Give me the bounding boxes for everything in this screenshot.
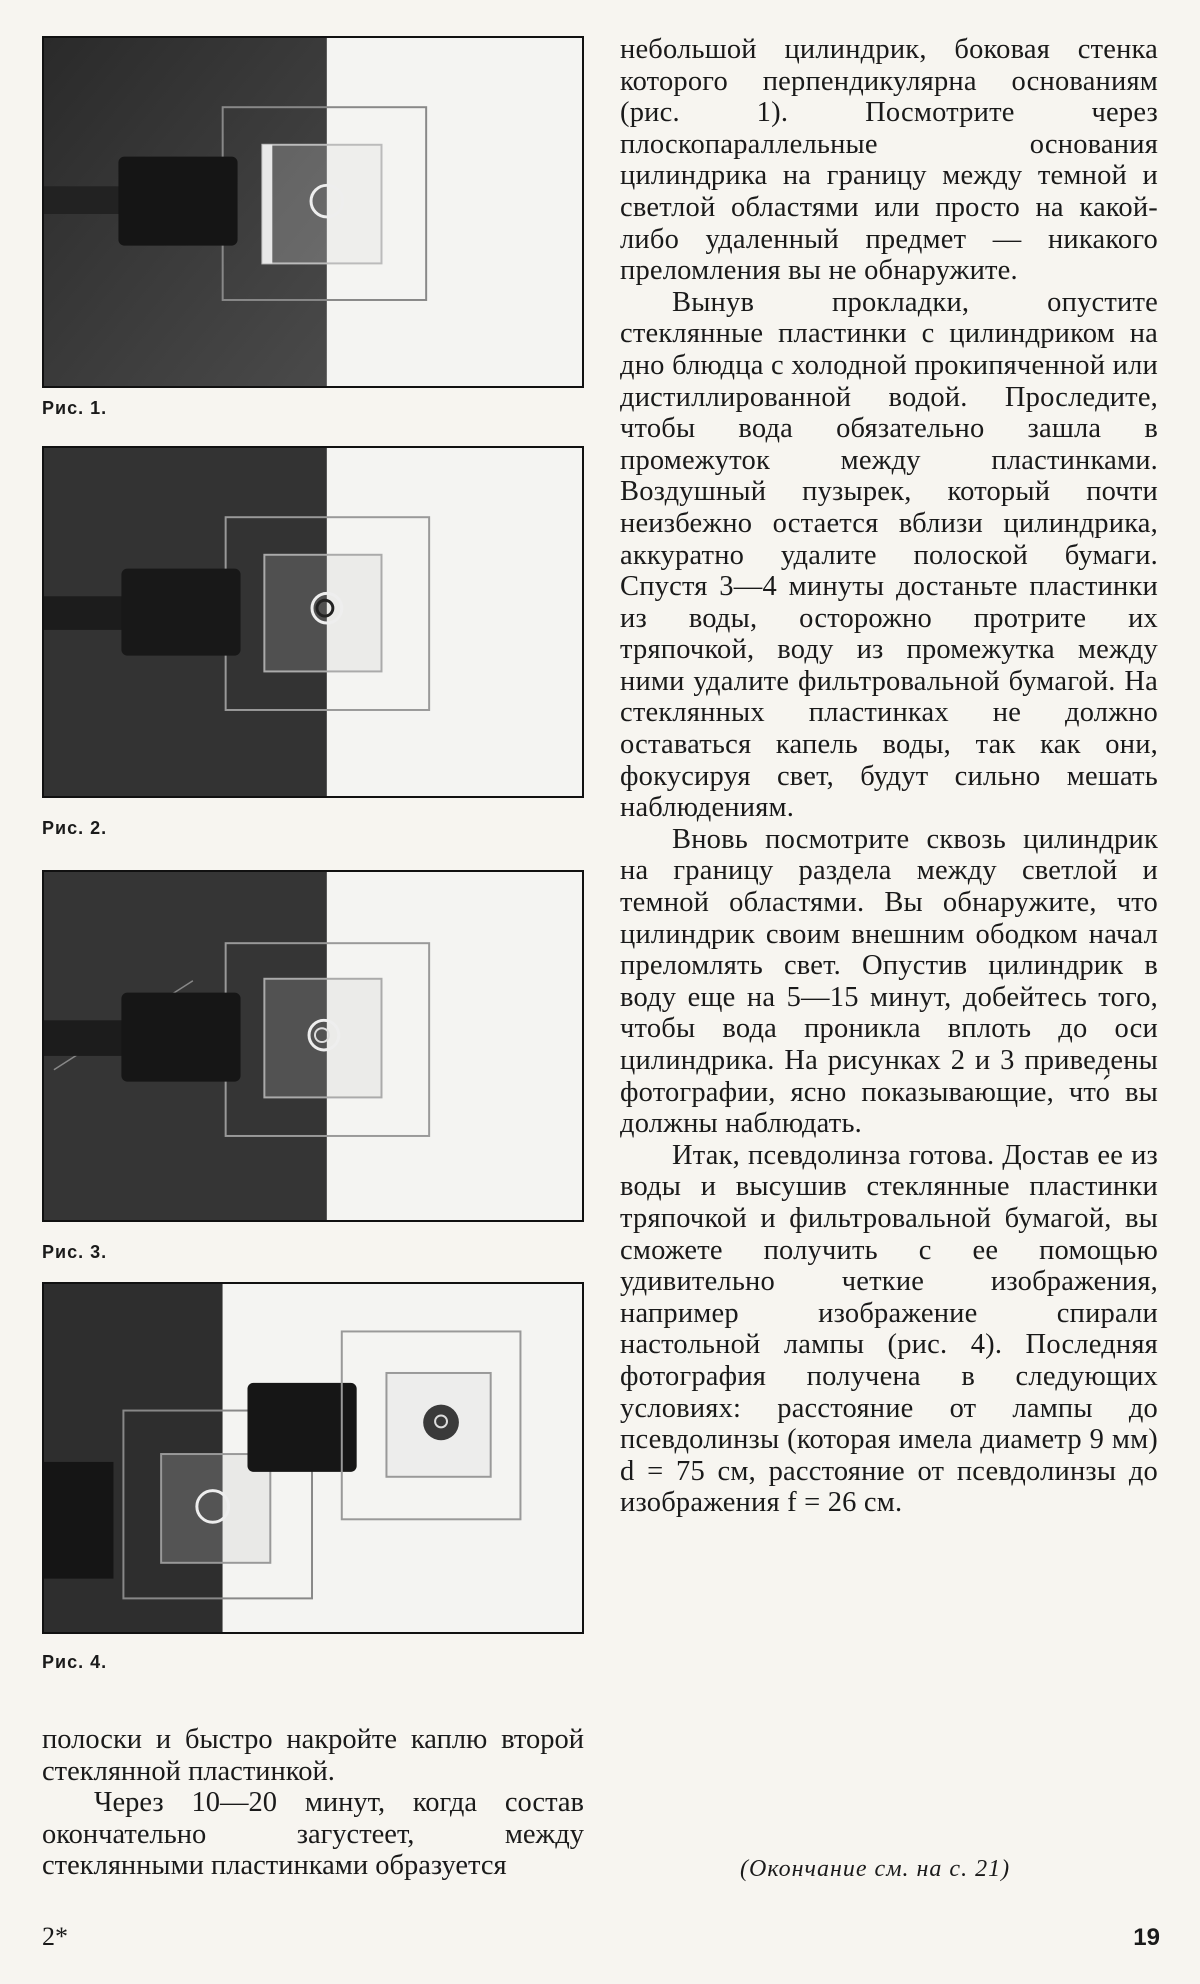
left-paragraph-2: Через 10—20 минут, когда состав окончательно загустеет, между стеклянными пластинками образуется	[42, 1787, 584, 1882]
left-paragraph-1: полоски и быстро накройте каплю второй стеклянной пластинкой.	[42, 1724, 584, 1787]
figure-3-photo	[42, 870, 584, 1222]
right-column-text	[620, 34, 1158, 1519]
paragraph-2: Вынув прокладки, опустите стеклянные пластинки с цилиндриком на дно блюдца с холодной прокипяченной или дистиллированной водой. Проследите, чтобы вода обязательно зашла в промежуток между пластинками. Воздушный пузырек, который почти неизбежно остается вблизи цилиндрика, аккуратно удалите полоской бумаги. Спустя 3—4 минуты достаньте пластинки из воды, осторожно протрите их тряпочкой, воду из промежутка между ними удалите фильтровальной бумагой. На стеклянных пластинках не должно оставаться капель воды, так как они, фокусируя свет, будут сильно мешать наблюдениям.	[620, 286, 1158, 824]
figure-1-photo	[42, 36, 584, 388]
figure-4-photo	[42, 1282, 584, 1634]
figure-4-image	[44, 1284, 582, 1632]
figure-3-caption: Рис. 3.	[42, 1242, 108, 1262]
signature-mark: 2*	[42, 1922, 68, 1951]
paragraph-4: Итак, псевдолинза готова. Достав ее из воды и высушив стеклянные пластинки тряпочкой и фильтровальной бумагой, вы сможете получить с ее помощью удивительно четкие изображения, например изображение спирали настольной лампы (рис. 4). Последняя фотография получена в следующих условиях: расстояние от лампы до псевдолинзы (которая имела диаметр 9 мм) d = 75 см, расстояние от псевдолинзы до изображения f = 26 см.	[620, 1139, 1158, 1519]
figure-2-photo	[42, 446, 584, 798]
figure-3-image	[44, 872, 582, 1220]
figure-2-caption: Рис. 2.	[42, 818, 108, 838]
continuation-note: (Окончание см. на с. 21)	[740, 1856, 1011, 1882]
paragraph-3: Вновь посмотрите сквозь цилиндрик на границу раздела между светлой и темной областями. Вы обнаружите, что цилиндрик своим внешним ободком начал преломлять свет. Опустив цилиндрик в воду еще на 5—15 минут, добейтесь того, чтобы вода проникла вплоть до оси цилиндрика. На рисунках 2 и 3 приведены фотографии, ясно показывающие, что́ вы должны наблюдать.	[620, 823, 1158, 1140]
figure-2-image	[44, 448, 582, 796]
figure-1-image	[44, 38, 582, 386]
figure-4-caption: Рис. 4.	[42, 1652, 108, 1672]
figure-1-caption: Рис. 1.	[42, 398, 108, 418]
page-number: 19	[1133, 1924, 1160, 1951]
left-column-text	[42, 1724, 584, 1882]
paragraph-1: небольшой цилиндрик, боковая стенка которого перпендикулярна основаниям (рис. 1). Посмотрите через плоскопараллельные основания цилиндрика на границу между темной и светлой областями или просто на какой-либо удаленный предмет — никакого преломления вы не обнаружите.	[620, 34, 1158, 287]
